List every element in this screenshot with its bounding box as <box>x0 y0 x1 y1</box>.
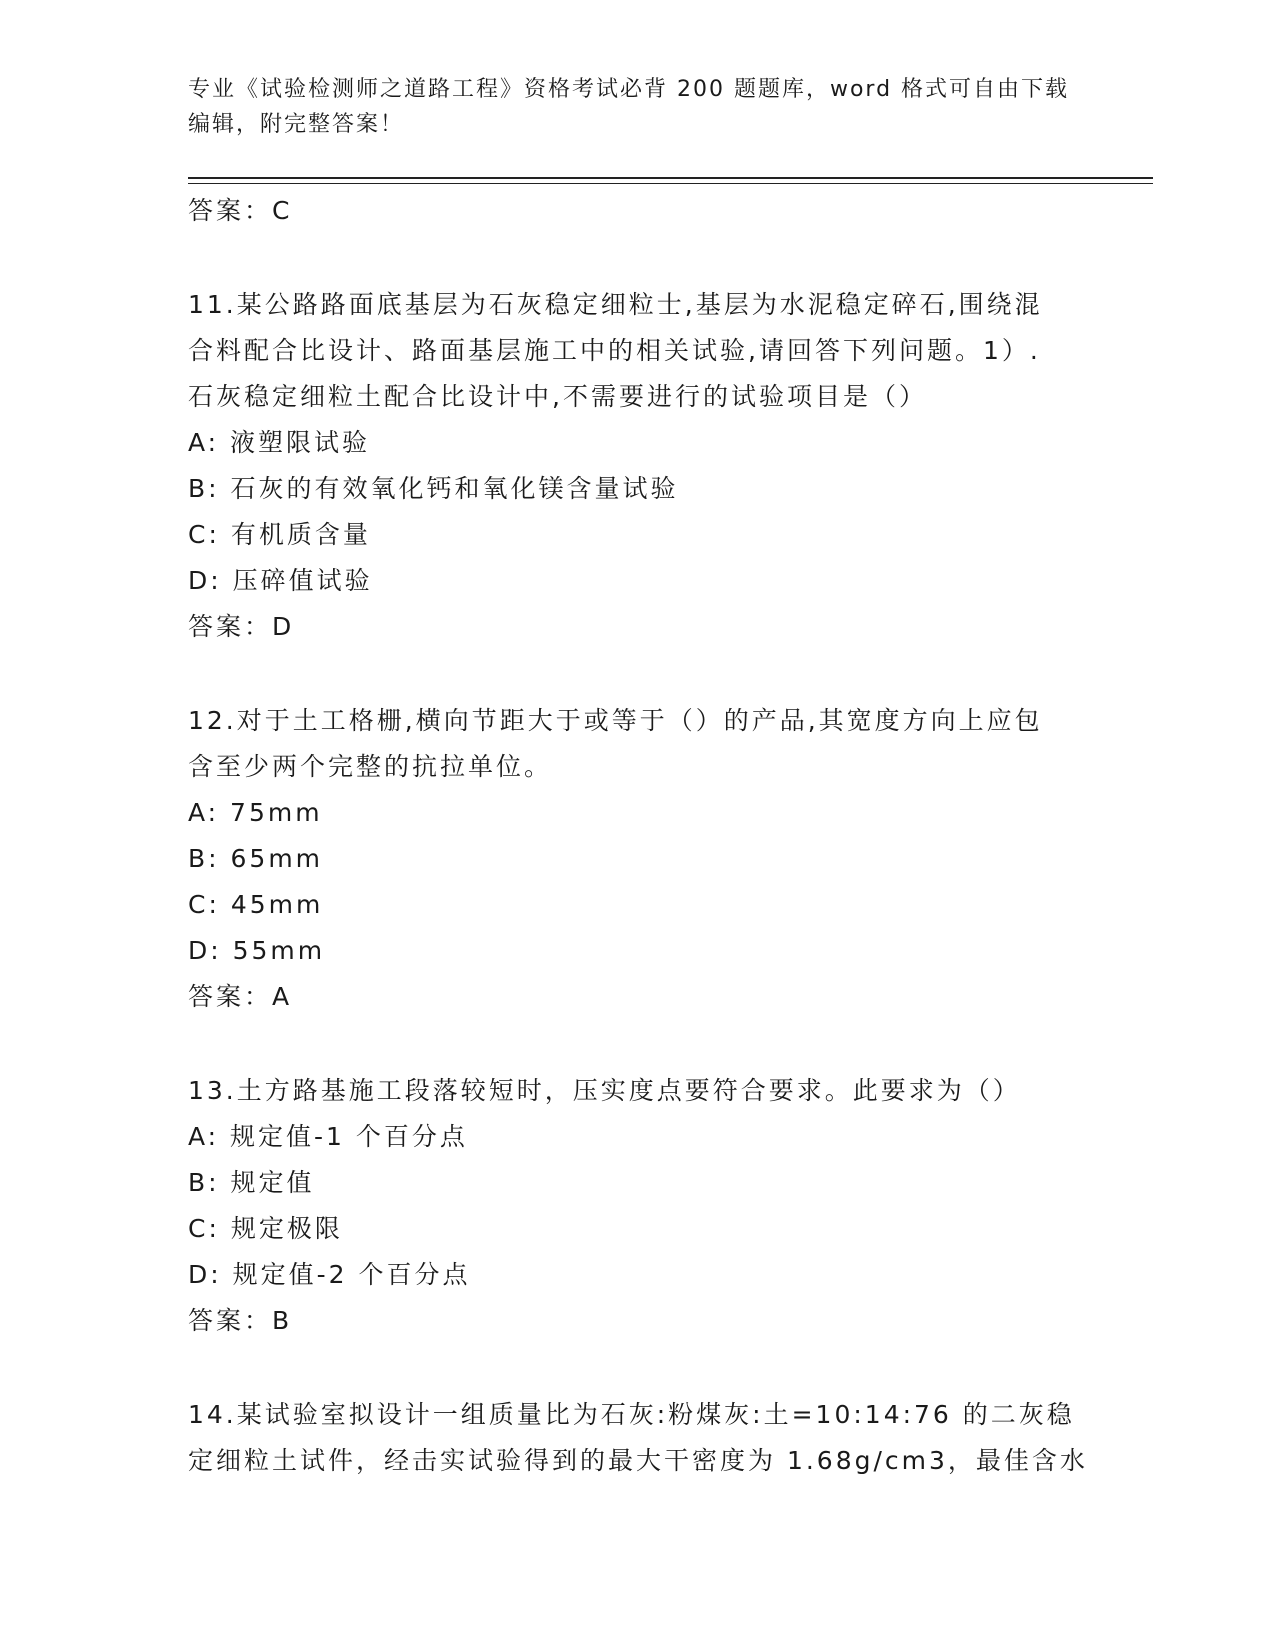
question-text-line: 定细粒土试件，经击实试验得到的最大干密度为 1.68g/cm3，最佳含水 <box>188 1446 1088 1475</box>
option-b: B: 65mm <box>188 844 324 873</box>
option-b: B: 规定值 <box>188 1168 315 1197</box>
question-text-line: 13.土方路基施工段落较短时，压实度点要符合要求。此要求为（） <box>188 1076 1021 1105</box>
answer-line: 答案：B <box>188 1306 293 1335</box>
question-block <box>188 282 1088 650</box>
question-block <box>188 1068 1088 1344</box>
header-divider-thin <box>188 183 1153 184</box>
answer-line: 答案：A <box>188 982 293 1011</box>
answer-line: 答案：D <box>188 612 295 641</box>
option-d: D: 55mm <box>188 936 326 965</box>
option-d: D: 压碎值试验 <box>188 566 373 595</box>
question-text-line: 合料配合比设计、路面基层施工中的相关试验,请回答下列问题。1）. <box>188 336 1041 365</box>
document-body <box>188 188 1088 1484</box>
option-d: D: 规定值-2 个百分点 <box>188 1260 471 1289</box>
option-c: C: 有机质含量 <box>188 520 371 549</box>
question-block <box>188 1392 1088 1484</box>
question-text-line: 14.某试验室拟设计一组质量比为石灰:粉煤灰:土=10:14:76 的二灰稳 <box>188 1400 1075 1429</box>
option-c: C: 规定极限 <box>188 1214 343 1243</box>
question-text-line: 石灰稳定细粒土配合比设计中,不需要进行的试验项目是（） <box>188 382 927 411</box>
option-b: B: 石灰的有效氧化钙和氧化镁含量试验 <box>188 474 679 503</box>
option-a: A: 液塑限试验 <box>188 428 371 457</box>
header-divider <box>188 177 1153 179</box>
header-line-1: 专业《试验检测师之道路工程》资格考试必背 200 题题库，word 格式可自由下载 <box>188 77 1070 102</box>
question-block <box>188 698 1088 1020</box>
option-c: C: 45mm <box>188 890 324 919</box>
option-a: A: 75mm <box>188 798 323 827</box>
option-a: A: 规定值-1 个百分点 <box>188 1122 468 1151</box>
question-text-line: 12.对于土工格栅,横向节距大于或等于（）的产品,其宽度方向上应包 <box>188 706 1043 735</box>
header-line-2: 编辑，附完整答案！ <box>188 112 405 137</box>
question-text-line: 含至少两个完整的抗拉单位。 <box>188 752 553 781</box>
page-header <box>188 72 1088 142</box>
answer-line: 答案：C <box>188 196 293 225</box>
question-text-line: 11.某公路路面底基层为石灰稳定细粒士,基层为水泥稳定碎石,围绕混 <box>188 290 1043 319</box>
